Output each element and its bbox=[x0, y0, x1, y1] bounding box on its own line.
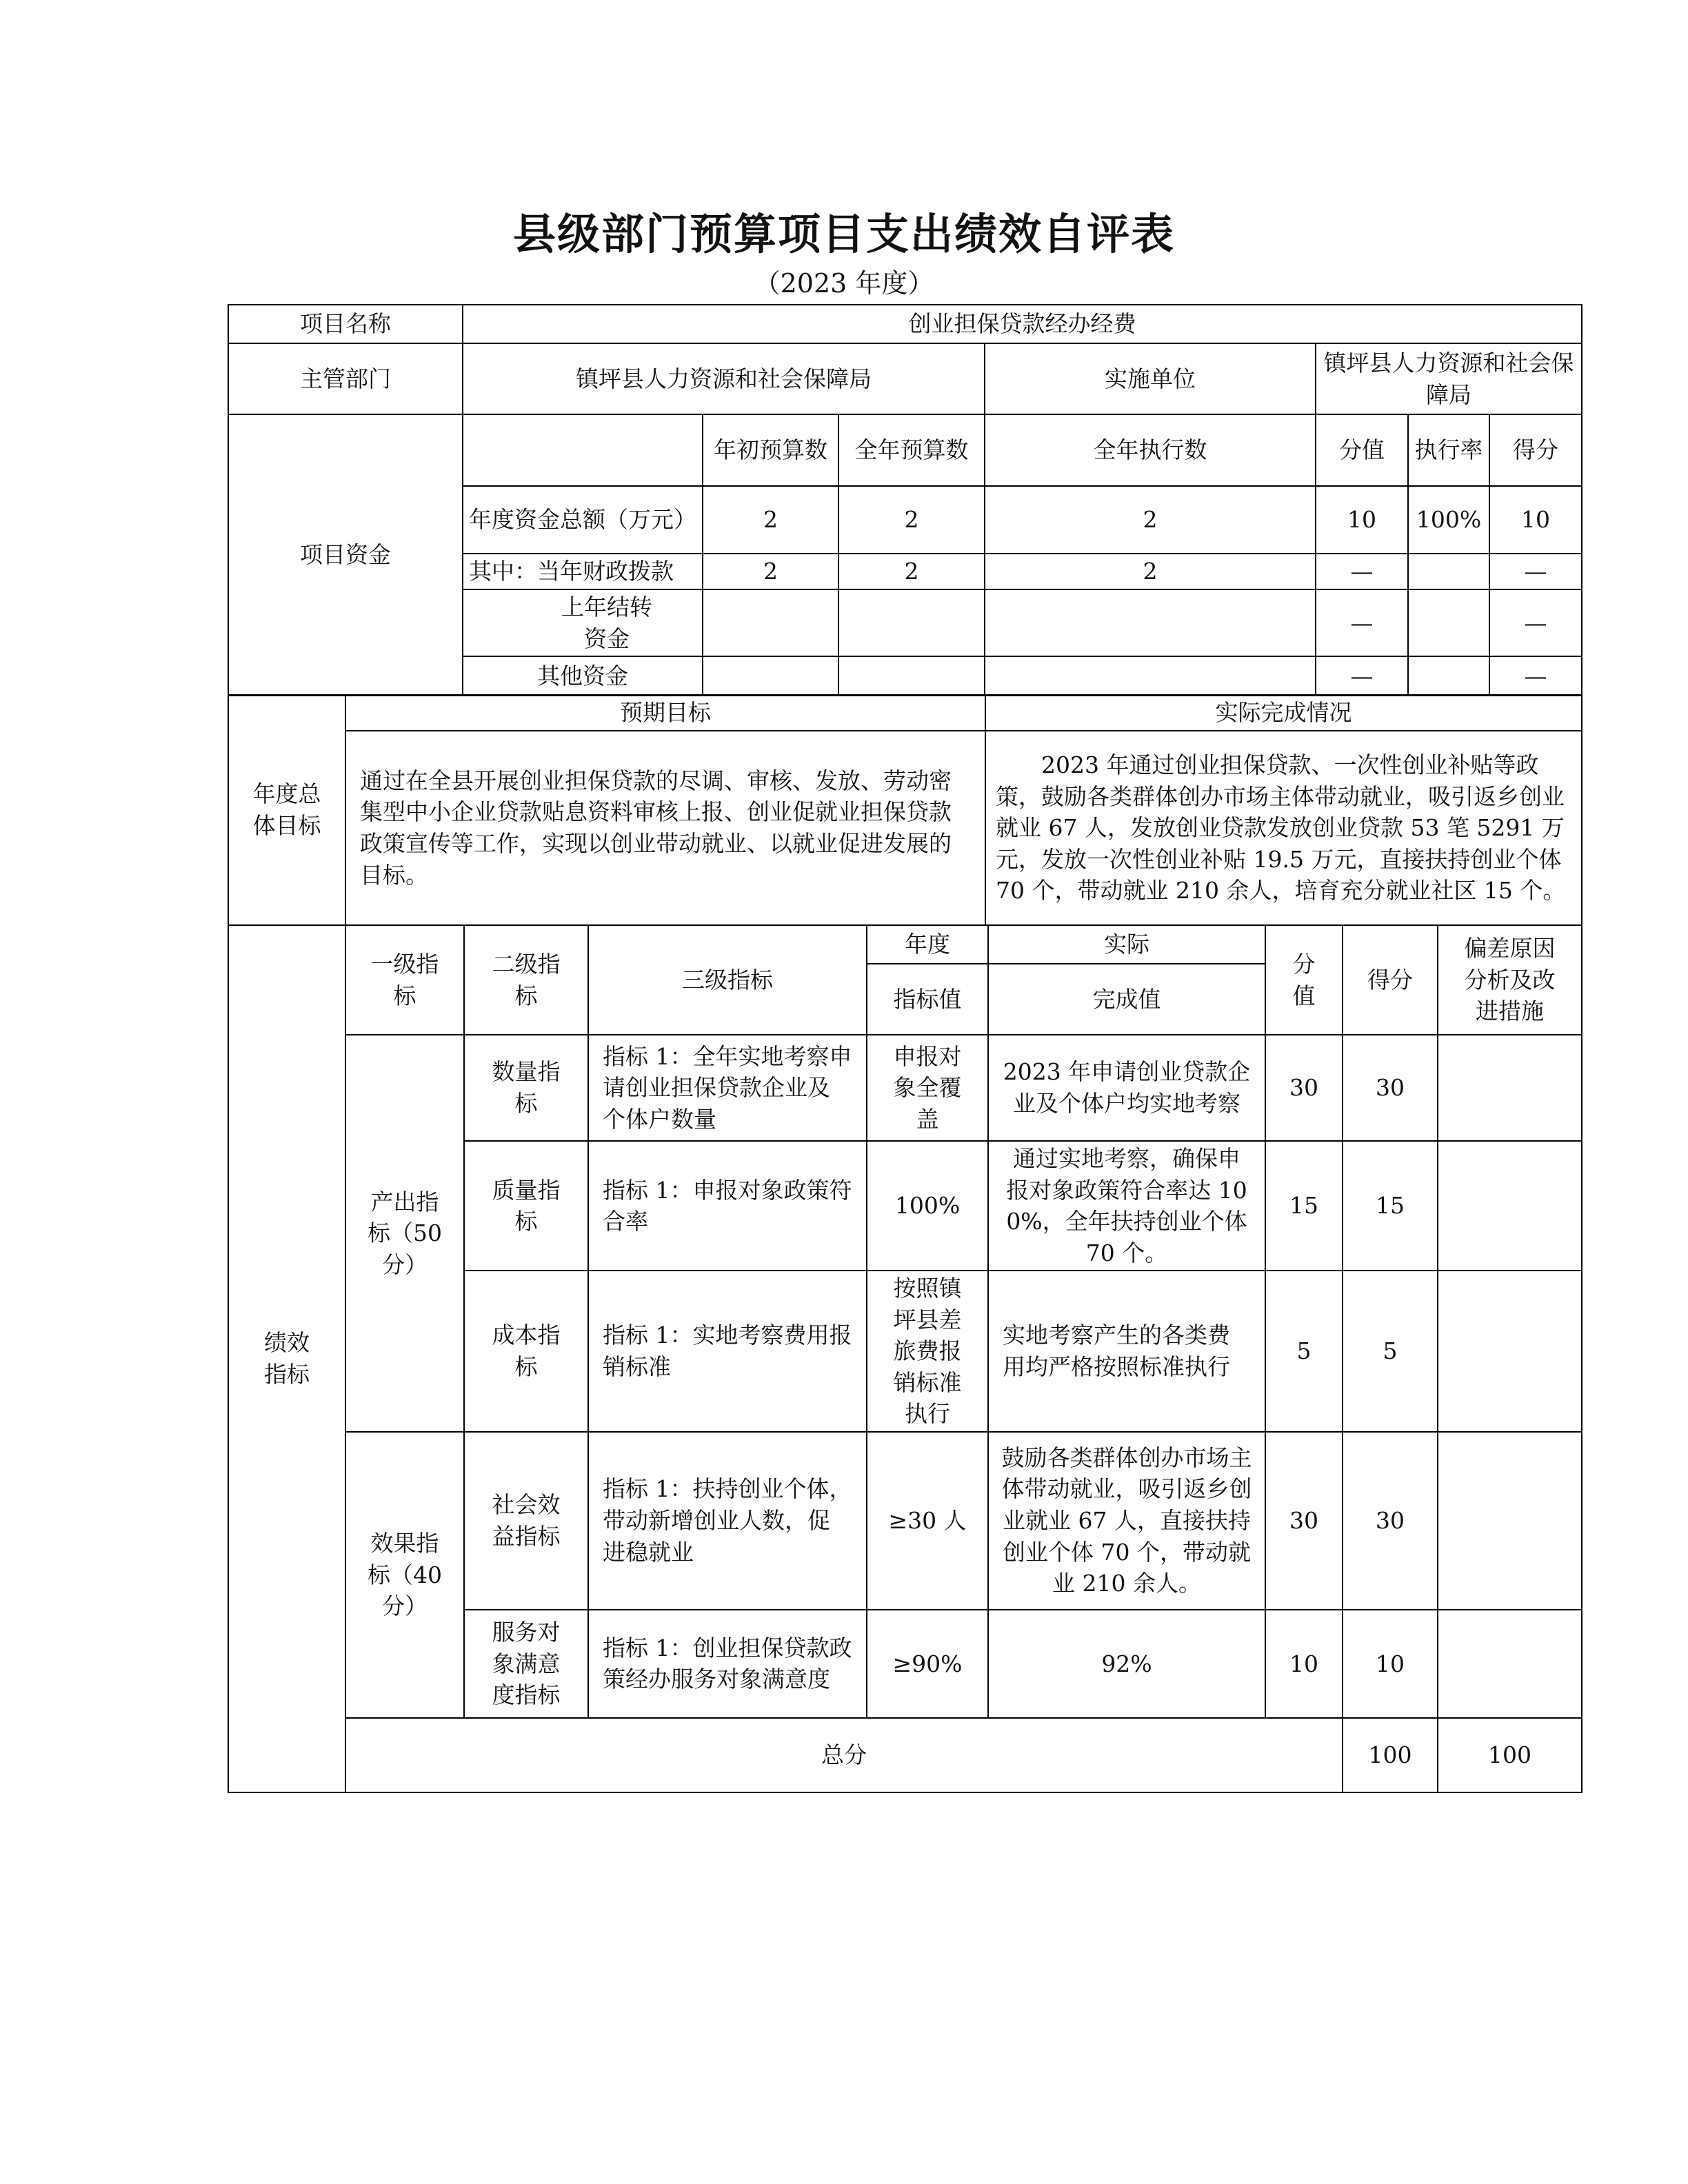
dept-label: 主管部门 bbox=[228, 343, 463, 414]
deviation-cell bbox=[1438, 1141, 1582, 1271]
funds-initial bbox=[703, 589, 838, 656]
actual-result-header: 实际完成情况 bbox=[985, 695, 1582, 731]
funds-header-score: 得分 bbox=[1489, 414, 1582, 486]
actual-value-cell: 通过实地考察，确保申报对象政策符合率达 100%，全年扶持创业个体 70 个。 bbox=[988, 1141, 1265, 1271]
indicator-row bbox=[228, 1035, 1582, 1141]
actual-result-text: 2023 年通过创业担保贷款、一次性创业补贴等政策，鼓励各类群体创办市场主体带动就业，吸引返乡创业就业 67 人，发放创业贷款发放创业贷款 53 笔 5291 万元，发放一次性创业补贴 19.5 万元，直接扶持创业个体 70 个，带动就业 210 余人，培育充分就业社区 15 个。 bbox=[985, 731, 1582, 925]
funds-rate: 100% bbox=[1408, 486, 1489, 554]
funds-executed: 2 bbox=[985, 554, 1316, 589]
level3-cell: 指标 1：扶持创业个体，带动新增创业人数，促进稳就业 bbox=[588, 1432, 867, 1610]
funds-score: — bbox=[1489, 656, 1582, 696]
total-label: 总分 bbox=[345, 1718, 1343, 1792]
score-cell: 15 bbox=[1343, 1141, 1438, 1271]
score-value-cell: 10 bbox=[1265, 1610, 1343, 1718]
goals-table bbox=[228, 694, 1582, 926]
target-cell: ≥90% bbox=[867, 1610, 988, 1718]
level2-cell: 质量指标 bbox=[464, 1141, 588, 1271]
level3-cell: 指标 1：申报对象政策符合率 bbox=[588, 1141, 867, 1271]
score-cell: 30 bbox=[1343, 1432, 1438, 1610]
funds-row-label: 其中：当年财政拨款 bbox=[463, 554, 703, 589]
score-cell: 30 bbox=[1343, 1035, 1438, 1141]
expected-goal-header: 预期目标 bbox=[345, 695, 985, 731]
deviation-cell bbox=[1438, 1271, 1582, 1432]
funds-rate bbox=[1408, 554, 1489, 589]
deviation-cell bbox=[1438, 1610, 1582, 1718]
actual-value-header: 完成值 bbox=[988, 964, 1265, 1035]
actual-value-cell: 92% bbox=[988, 1610, 1265, 1718]
indicators-label: 绩效指标 bbox=[228, 925, 345, 1792]
funds-annual bbox=[838, 656, 985, 696]
funds-annual: 2 bbox=[838, 486, 985, 554]
funds-initial: 2 bbox=[703, 486, 838, 554]
score-value-cell: 30 bbox=[1265, 1035, 1343, 1141]
indicator-row bbox=[228, 1432, 1582, 1610]
funds-rate bbox=[1408, 656, 1489, 696]
funds-header-rate: 执行率 bbox=[1408, 414, 1489, 486]
project-name-value: 创业担保贷款经办经费 bbox=[463, 305, 1582, 343]
indicators-table bbox=[228, 924, 1582, 1793]
funds-score-value: — bbox=[1316, 554, 1408, 589]
funds-label: 项目资金 bbox=[228, 414, 463, 696]
actual-value-cell: 鼓励各类群体创办市场主体带动就业，吸引返乡创业就业 67 人，直接扶持创业个体 70 个，带动就业 210 余人。 bbox=[988, 1432, 1265, 1610]
funds-rate bbox=[1408, 589, 1489, 656]
funds-header-executed: 全年执行数 bbox=[985, 414, 1316, 486]
target-cell: ≥30 人 bbox=[867, 1432, 988, 1610]
project-funds-table bbox=[228, 304, 1582, 696]
total-score: 100 bbox=[1438, 1718, 1582, 1792]
funds-initial: 2 bbox=[703, 554, 838, 589]
level2-cell: 数量指标 bbox=[464, 1035, 588, 1141]
funds-score-value: — bbox=[1316, 589, 1408, 656]
funds-score: 10 bbox=[1489, 486, 1582, 554]
target-header: 指标值 bbox=[867, 964, 988, 1035]
page-title: 县级部门预算项目支出绩效自评表 bbox=[512, 209, 1175, 259]
impl-label: 实施单位 bbox=[985, 343, 1316, 414]
dept-value: 镇坪县人力资源和社会保障局 bbox=[463, 343, 985, 414]
funds-row-label: 上年结转资金 bbox=[463, 589, 703, 656]
funds-score: — bbox=[1489, 554, 1582, 589]
target-cell: 申报对象全覆盖 bbox=[867, 1035, 988, 1141]
level2-cell: 成本指标 bbox=[464, 1271, 588, 1432]
funds-score: — bbox=[1489, 589, 1582, 656]
expected-goal-text: 通过在全县开展创业担保贷款的尽调、审核、发放、劳动密集型中小企业贷款贴息资料审核上报、创业促就业担保贷款政策宣传等工作，实现以创业带动就业、以就业促进发展的目标。 bbox=[345, 731, 985, 925]
deviation-cell bbox=[1438, 1035, 1582, 1141]
funds-executed bbox=[985, 589, 1316, 656]
deviation-header: 偏差原因分析及改进措施 bbox=[1438, 925, 1582, 1035]
level3-header: 三级指标 bbox=[588, 925, 867, 1035]
target-cell: 按照镇坪县差旅费报销标准执行 bbox=[867, 1271, 988, 1432]
funds-score-value: 10 bbox=[1316, 486, 1408, 554]
level3-cell: 指标 1：全年实地考察申请创业担保贷款企业及个体户数量 bbox=[588, 1035, 867, 1141]
funds-header-annual: 全年预算数 bbox=[838, 414, 985, 486]
actual-value-cell: 2023 年申请创业贷款企业及个体户均实地考察 bbox=[988, 1035, 1265, 1141]
goals-label: 年度总体目标 bbox=[228, 695, 345, 925]
score-value-cell: 5 bbox=[1265, 1271, 1343, 1432]
score-header: 得分 bbox=[1343, 925, 1438, 1035]
level2-cell: 社会效益指标 bbox=[464, 1432, 588, 1610]
impl-value: 镇坪县人力资源和社会保障局 bbox=[1316, 343, 1582, 414]
score-value-header: 分值 bbox=[1265, 925, 1343, 1035]
target-cell: 100% bbox=[867, 1141, 988, 1271]
level1-output: 产出指标（50分） bbox=[345, 1035, 464, 1432]
score-value-cell: 15 bbox=[1265, 1141, 1343, 1271]
funds-annual: 2 bbox=[838, 554, 985, 589]
level2-cell: 服务对象满意度指标 bbox=[464, 1610, 588, 1718]
funds-row-label: 年度资金总额（万元） bbox=[463, 486, 703, 554]
actual-value-cell: 实地考察产生的各类费用均严格按照标准执行 bbox=[988, 1271, 1265, 1432]
score-cell: 5 bbox=[1343, 1271, 1438, 1432]
score-cell: 10 bbox=[1343, 1610, 1438, 1718]
total-row bbox=[228, 1718, 1582, 1792]
funds-header-blank bbox=[463, 414, 703, 486]
level2-header: 二级指标 bbox=[464, 925, 588, 1035]
funds-executed bbox=[985, 656, 1316, 696]
funds-executed: 2 bbox=[985, 486, 1316, 554]
level1-effect: 效果指标（40分） bbox=[345, 1432, 464, 1718]
project-name-label: 项目名称 bbox=[228, 305, 463, 343]
score-value-cell: 30 bbox=[1265, 1432, 1343, 1610]
funds-initial bbox=[703, 656, 838, 696]
total-score-value: 100 bbox=[1343, 1718, 1438, 1792]
year-header: 年度 bbox=[867, 925, 988, 964]
funds-header-initial: 年初预算数 bbox=[703, 414, 838, 486]
funds-annual bbox=[838, 589, 985, 656]
level3-cell: 指标 1：实地考察费用报销标准 bbox=[588, 1271, 867, 1432]
funds-header-score-value: 分值 bbox=[1316, 414, 1408, 486]
deviation-cell bbox=[1438, 1432, 1582, 1610]
funds-row-label: 其他资金 bbox=[463, 656, 703, 696]
funds-score-value: — bbox=[1316, 656, 1408, 696]
page-subtitle: （2023 年度） bbox=[754, 268, 934, 299]
level3-cell: 指标 1：创业担保贷款政策经办服务对象满意度 bbox=[588, 1610, 867, 1718]
level1-header: 一级指标 bbox=[345, 925, 464, 1035]
actual-header: 实际 bbox=[988, 925, 1265, 964]
